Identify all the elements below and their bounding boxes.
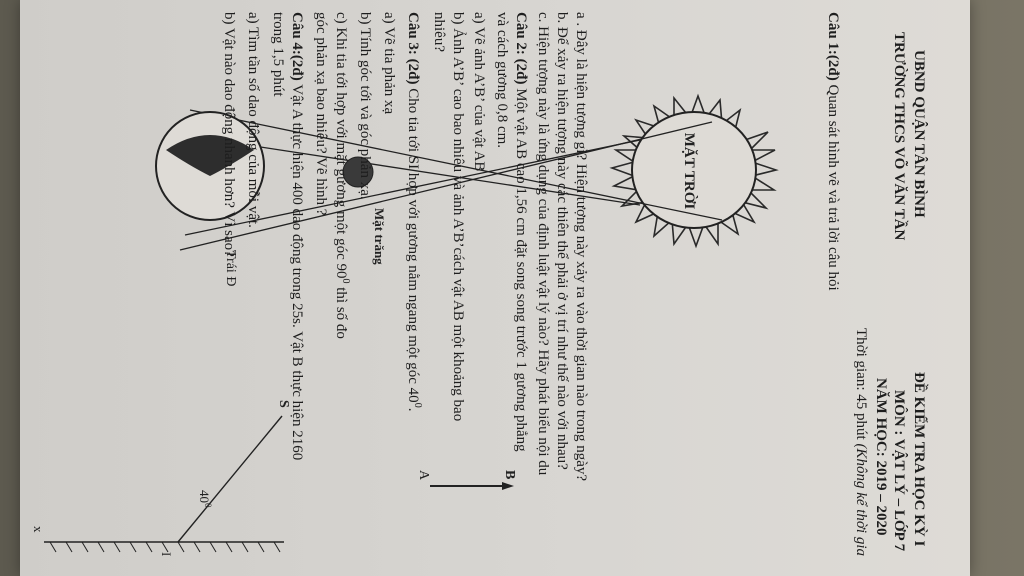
moon-label: Mặt trăng [372,208,387,265]
q1-heading: Câu 1:(2đ) Quan sát hình vẽ và trả lời câu hỏi [825,12,841,291]
mirror-figure [31,330,294,576]
q3-part-c: c) Khi tia tới hợp với mặt gương một góc $90^0$ thì số đo [333,12,351,339]
district-name: UBND QUẬN TÂN BÌNH [911,50,927,218]
mirror-hatching [50,542,280,552]
exam-title: ĐỀ KIỂM TRA HỌC KỲ I [911,372,927,547]
object-ab-figure [416,470,530,576]
school-name: TRƯỜNG THCS VÕ VĂN TẦN [891,32,907,241]
q3-part-c-line2: góc phản xạ bao nhiêu? Vẽ hình ? [313,12,329,216]
q2-part-a: a) Vẽ ảnh A’B’ của vật AB [471,12,487,172]
q1-part-c: c. Hiện tượng này là ứng dụng của định luật vật lý nào? Hãy phát biểu nội du [535,12,551,476]
q4-text-line2: trong 1,5 phút [270,12,286,97]
q3-part-b: b) Tính góc tới và góc phản xạ. [357,12,373,200]
incident-ray-si [178,416,282,542]
q4-part-b: b) Vật nào dao động nhanh hơn? Vì sao? [221,12,237,257]
q2-part-b: b) Ảnh A’B’ cao bao nhiêu và ảnh A’B’cách vật AB một khoảng bao [450,12,466,422]
label-a: A [416,470,431,481]
q4-heading: Câu 4:(2đ) Vật A thực hiện 400 dao động trong 25s. Vật B thực hiện 2160 [289,12,305,461]
exam-time: Thời gian: 45 phút (Không kể thời gia [853,328,869,557]
q4-part-a: a) Tìm tần số dao động của mỗi vật. [245,12,261,228]
q2-part-b-line2: nhiêu? [431,12,447,52]
subject: MÔN : VẬT LÝ – LỚP 7 [891,390,907,552]
exam-sheet [20,0,970,576]
label-i: I [159,552,174,557]
q1-part-a: a . Đây là hiện tượng gì? Hiện tượng này xảy ra vào thời gian nào trong ngày? [573,12,589,482]
sun-label: MẶT TRỜI [681,132,697,210]
angle-label: $40^0$ [197,490,213,508]
q3-part-a: a) Vẽ tia phản xạ [381,12,397,115]
label-s: S [276,400,291,408]
earth-label: Trái Đ [223,250,238,287]
label-b: B [502,470,517,480]
object-arrowhead [502,482,514,490]
q1-part-b: b. Để xảy ra hiện tượng này các thiên thể phải ở vị trí như thế nào với nhau? [554,12,570,470]
label-x: x [31,526,46,533]
q2-text-line2: và cách gương 0,8 cm. [494,12,510,149]
q2-heading: Câu 2: (2đ) Một vật AB cao 1,56 cm đặt song song trước 1 gương phẳng [513,12,529,452]
school-year: NĂM HỌC: 2019 – 2020 [873,378,889,536]
q3-heading: Câu 3: (2đ) Cho tia tới SI hợp với gương nằm ngang một góc $40^0$. [405,12,423,412]
